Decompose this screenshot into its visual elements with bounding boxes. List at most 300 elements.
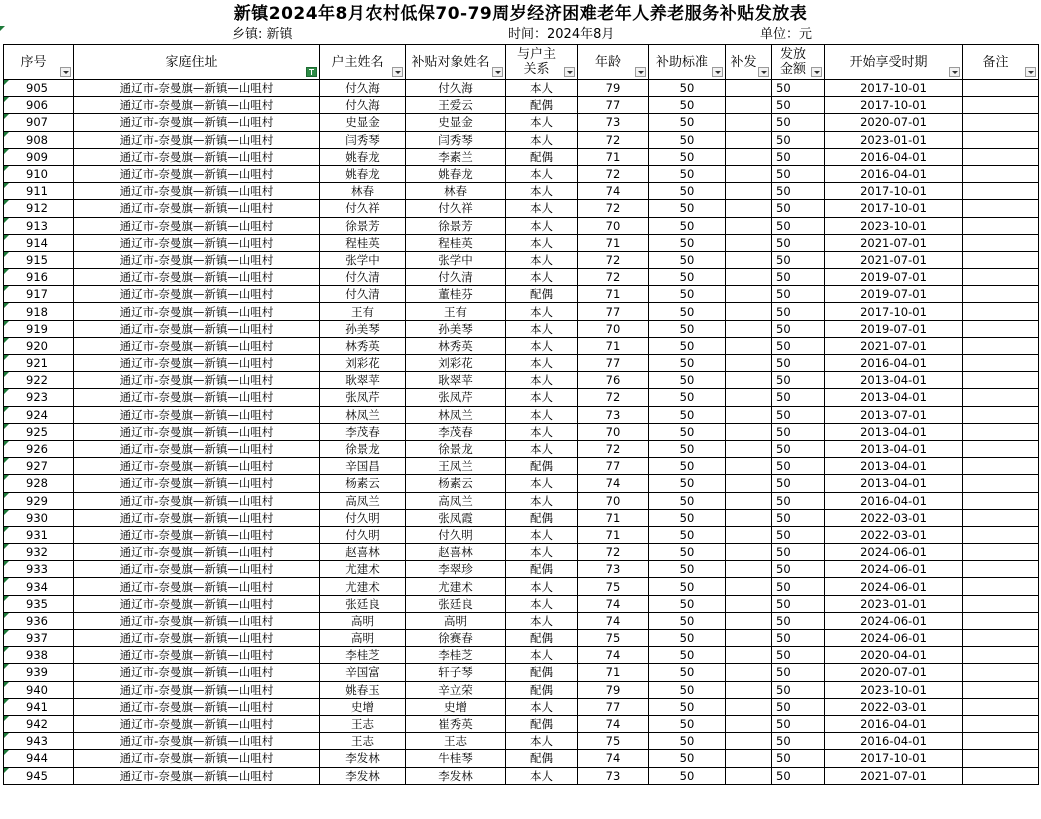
- cell-householder[interactable]: 王志: [320, 733, 406, 750]
- cell-start-date[interactable]: 2019-07-01: [825, 269, 963, 286]
- cell-standard[interactable]: 50: [649, 715, 726, 732]
- cell-householder[interactable]: 李发林: [320, 750, 406, 767]
- cell-householder[interactable]: 程桂英: [320, 234, 406, 251]
- cell-start-date[interactable]: 2016-04-01: [825, 165, 963, 182]
- cell-start-date[interactable]: 2023-01-01: [825, 595, 963, 612]
- cell-address[interactable]: 通辽市-奈曼旗—新镇—山咀村: [74, 561, 320, 578]
- cell-start-date[interactable]: 2023-10-01: [825, 681, 963, 698]
- cell-standard[interactable]: 50: [649, 767, 726, 784]
- cell-start-date[interactable]: 2021-07-01: [825, 234, 963, 251]
- cell-age[interactable]: 76: [578, 372, 649, 389]
- filter-dropdown-icon[interactable]: [564, 67, 575, 77]
- cell-start-date[interactable]: 2020-07-01: [825, 664, 963, 681]
- cell-householder[interactable]: 付久明: [320, 509, 406, 526]
- cell-remarks[interactable]: [963, 612, 1039, 629]
- cell-start-date[interactable]: 2021-07-01: [825, 767, 963, 784]
- cell-householder[interactable]: 林凤兰: [320, 406, 406, 423]
- cell-standard[interactable]: 50: [649, 389, 726, 406]
- cell-relation[interactable]: 本人: [506, 165, 578, 182]
- cell-address[interactable]: 通辽市-奈曼旗—新镇—山咀村: [74, 544, 320, 561]
- cell-householder[interactable]: 闫秀琴: [320, 131, 406, 148]
- cell-standard[interactable]: 50: [649, 750, 726, 767]
- cell-standard[interactable]: 50: [649, 183, 726, 200]
- cell-recipient[interactable]: 林春: [406, 183, 506, 200]
- cell-remarks[interactable]: [963, 561, 1039, 578]
- cell-householder[interactable]: 王有: [320, 303, 406, 320]
- cell-recipient[interactable]: 王有: [406, 303, 506, 320]
- cell-standard[interactable]: 50: [649, 733, 726, 750]
- cell-address[interactable]: 通辽市-奈曼旗—新镇—山咀村: [74, 372, 320, 389]
- cell-reissue[interactable]: [726, 698, 772, 715]
- cell-relation[interactable]: 配偶: [506, 561, 578, 578]
- cell-householder[interactable]: 徐景芳: [320, 217, 406, 234]
- cell-amount[interactable]: 50: [772, 767, 825, 784]
- cell-reissue[interactable]: [726, 337, 772, 354]
- cell-start-date[interactable]: 2017-10-01: [825, 80, 963, 97]
- cell-recipient[interactable]: 闫秀琴: [406, 131, 506, 148]
- cell-reissue[interactable]: [726, 544, 772, 561]
- cell-seq[interactable]: 911: [4, 183, 74, 200]
- cell-seq[interactable]: 935: [4, 595, 74, 612]
- cell-recipient[interactable]: 刘彩花: [406, 355, 506, 372]
- cell-age[interactable]: 71: [578, 286, 649, 303]
- cell-age[interactable]: 79: [578, 681, 649, 698]
- cell-recipient[interactable]: 徐赛春: [406, 630, 506, 647]
- cell-reissue[interactable]: [726, 647, 772, 664]
- cell-start-date[interactable]: 2023-10-01: [825, 217, 963, 234]
- cell-start-date[interactable]: 2017-10-01: [825, 200, 963, 217]
- cell-remarks[interactable]: [963, 767, 1039, 784]
- cell-amount[interactable]: 50: [772, 423, 825, 440]
- cell-age[interactable]: 70: [578, 492, 649, 509]
- cell-seq[interactable]: 912: [4, 200, 74, 217]
- cell-relation[interactable]: 本人: [506, 526, 578, 543]
- cell-remarks[interactable]: [963, 148, 1039, 165]
- cell-age[interactable]: 74: [578, 715, 649, 732]
- cell-reissue[interactable]: [726, 440, 772, 457]
- cell-age[interactable]: 70: [578, 217, 649, 234]
- cell-householder[interactable]: 尤建术: [320, 578, 406, 595]
- cell-reissue[interactable]: [726, 509, 772, 526]
- cell-address[interactable]: 通辽市-奈曼旗—新镇—山咀村: [74, 97, 320, 114]
- cell-standard[interactable]: 50: [649, 269, 726, 286]
- cell-recipient[interactable]: 高凤兰: [406, 492, 506, 509]
- cell-relation[interactable]: 配偶: [506, 458, 578, 475]
- cell-householder[interactable]: 林秀英: [320, 337, 406, 354]
- cell-address[interactable]: 通辽市-奈曼旗—新镇—山咀村: [74, 286, 320, 303]
- cell-standard[interactable]: 50: [649, 80, 726, 97]
- cell-remarks[interactable]: [963, 578, 1039, 595]
- cell-recipient[interactable]: 孙美琴: [406, 320, 506, 337]
- cell-age[interactable]: 79: [578, 80, 649, 97]
- cell-standard[interactable]: 50: [649, 217, 726, 234]
- cell-remarks[interactable]: [963, 458, 1039, 475]
- cell-reissue[interactable]: [726, 165, 772, 182]
- cell-remarks[interactable]: [963, 337, 1039, 354]
- cell-householder[interactable]: 徐景龙: [320, 440, 406, 457]
- cell-start-date[interactable]: 2013-04-01: [825, 458, 963, 475]
- cell-remarks[interactable]: [963, 681, 1039, 698]
- cell-remarks[interactable]: [963, 630, 1039, 647]
- cell-start-date[interactable]: 2013-04-01: [825, 389, 963, 406]
- cell-start-date[interactable]: 2024-06-01: [825, 578, 963, 595]
- cell-age[interactable]: 74: [578, 612, 649, 629]
- cell-remarks[interactable]: [963, 750, 1039, 767]
- cell-standard[interactable]: 50: [649, 561, 726, 578]
- cell-recipient[interactable]: 李茂春: [406, 423, 506, 440]
- cell-recipient[interactable]: 付久祥: [406, 200, 506, 217]
- cell-amount[interactable]: 50: [772, 681, 825, 698]
- cell-remarks[interactable]: [963, 733, 1039, 750]
- cell-address[interactable]: 通辽市-奈曼旗—新镇—山咀村: [74, 269, 320, 286]
- cell-relation[interactable]: 本人: [506, 612, 578, 629]
- cell-remarks[interactable]: [963, 200, 1039, 217]
- cell-address[interactable]: 通辽市-奈曼旗—新镇—山咀村: [74, 630, 320, 647]
- cell-recipient[interactable]: 李桂芝: [406, 647, 506, 664]
- filter-dropdown-icon[interactable]: [392, 67, 403, 77]
- col-header-start-date[interactable]: 开始享受时期: [825, 45, 963, 80]
- cell-seq[interactable]: 945: [4, 767, 74, 784]
- cell-recipient[interactable]: 高明: [406, 612, 506, 629]
- cell-recipient[interactable]: 王凤兰: [406, 458, 506, 475]
- cell-recipient[interactable]: 王志: [406, 733, 506, 750]
- cell-amount[interactable]: 50: [772, 320, 825, 337]
- cell-start-date[interactable]: 2017-10-01: [825, 750, 963, 767]
- cell-householder[interactable]: 李发林: [320, 767, 406, 784]
- cell-householder[interactable]: 孙美琴: [320, 320, 406, 337]
- cell-remarks[interactable]: [963, 475, 1039, 492]
- cell-recipient[interactable]: 徐景芳: [406, 217, 506, 234]
- cell-standard[interactable]: 50: [649, 148, 726, 165]
- cell-start-date[interactable]: 2016-04-01: [825, 733, 963, 750]
- cell-amount[interactable]: 50: [772, 475, 825, 492]
- cell-householder[interactable]: 史增: [320, 698, 406, 715]
- cell-address[interactable]: 通辽市-奈曼旗—新镇—山咀村: [74, 406, 320, 423]
- cell-age[interactable]: 73: [578, 406, 649, 423]
- cell-start-date[interactable]: 2022-03-01: [825, 698, 963, 715]
- cell-standard[interactable]: 50: [649, 200, 726, 217]
- cell-reissue[interactable]: [726, 595, 772, 612]
- cell-reissue[interactable]: [726, 578, 772, 595]
- cell-recipient[interactable]: 尤建术: [406, 578, 506, 595]
- cell-recipient[interactable]: 牛桂琴: [406, 750, 506, 767]
- cell-address[interactable]: 通辽市-奈曼旗—新镇—山咀村: [74, 767, 320, 784]
- cell-seq[interactable]: 938: [4, 647, 74, 664]
- cell-householder[interactable]: 辛国昌: [320, 458, 406, 475]
- cell-start-date[interactable]: 2017-10-01: [825, 303, 963, 320]
- cell-start-date[interactable]: 2016-04-01: [825, 355, 963, 372]
- cell-standard[interactable]: 50: [649, 337, 726, 354]
- cell-age[interactable]: 77: [578, 355, 649, 372]
- cell-address[interactable]: 通辽市-奈曼旗—新镇—山咀村: [74, 595, 320, 612]
- cell-standard[interactable]: 50: [649, 630, 726, 647]
- cell-start-date[interactable]: 2013-04-01: [825, 475, 963, 492]
- cell-relation[interactable]: 本人: [506, 544, 578, 561]
- cell-seq[interactable]: 923: [4, 389, 74, 406]
- cell-reissue[interactable]: [726, 320, 772, 337]
- cell-standard[interactable]: 50: [649, 303, 726, 320]
- col-header-amount[interactable]: 发放金额: [772, 45, 825, 80]
- cell-standard[interactable]: 50: [649, 698, 726, 715]
- cell-start-date[interactable]: 2019-07-01: [825, 320, 963, 337]
- cell-householder[interactable]: 付久海: [320, 80, 406, 97]
- cell-reissue[interactable]: [726, 423, 772, 440]
- cell-recipient[interactable]: 付久清: [406, 269, 506, 286]
- cell-recipient[interactable]: 史增: [406, 698, 506, 715]
- cell-relation[interactable]: 配偶: [506, 286, 578, 303]
- cell-age[interactable]: 75: [578, 630, 649, 647]
- cell-remarks[interactable]: [963, 320, 1039, 337]
- cell-remarks[interactable]: [963, 131, 1039, 148]
- cell-standard[interactable]: 50: [649, 664, 726, 681]
- cell-amount[interactable]: 50: [772, 114, 825, 131]
- cell-standard[interactable]: 50: [649, 372, 726, 389]
- cell-recipient[interactable]: 林秀英: [406, 337, 506, 354]
- cell-address[interactable]: 通辽市-奈曼旗—新镇—山咀村: [74, 234, 320, 251]
- cell-reissue[interactable]: [726, 561, 772, 578]
- cell-relation[interactable]: 本人: [506, 440, 578, 457]
- cell-standard[interactable]: 50: [649, 681, 726, 698]
- cell-reissue[interactable]: [726, 97, 772, 114]
- cell-reissue[interactable]: [726, 251, 772, 268]
- cell-amount[interactable]: 50: [772, 251, 825, 268]
- cell-age[interactable]: 77: [578, 698, 649, 715]
- cell-remarks[interactable]: [963, 423, 1039, 440]
- cell-relation[interactable]: 本人: [506, 80, 578, 97]
- cell-relation[interactable]: 本人: [506, 406, 578, 423]
- cell-reissue[interactable]: [726, 303, 772, 320]
- cell-relation[interactable]: 配偶: [506, 630, 578, 647]
- cell-remarks[interactable]: [963, 355, 1039, 372]
- cell-relation[interactable]: 本人: [506, 320, 578, 337]
- cell-householder[interactable]: 付久清: [320, 269, 406, 286]
- cell-relation[interactable]: 本人: [506, 251, 578, 268]
- cell-reissue[interactable]: [726, 406, 772, 423]
- cell-address[interactable]: 通辽市-奈曼旗—新镇—山咀村: [74, 647, 320, 664]
- cell-amount[interactable]: 50: [772, 595, 825, 612]
- cell-householder[interactable]: 张凤芹: [320, 389, 406, 406]
- cell-amount[interactable]: 50: [772, 303, 825, 320]
- cell-householder[interactable]: 高明: [320, 612, 406, 629]
- cell-start-date[interactable]: 2013-04-01: [825, 372, 963, 389]
- cell-reissue[interactable]: [726, 767, 772, 784]
- cell-relation[interactable]: 本人: [506, 269, 578, 286]
- cell-age[interactable]: 77: [578, 458, 649, 475]
- cell-standard[interactable]: 50: [649, 355, 726, 372]
- cell-address[interactable]: 通辽市-奈曼旗—新镇—山咀村: [74, 355, 320, 372]
- cell-standard[interactable]: 50: [649, 251, 726, 268]
- cell-amount[interactable]: 50: [772, 337, 825, 354]
- cell-reissue[interactable]: [726, 131, 772, 148]
- cell-address[interactable]: 通辽市-奈曼旗—新镇—山咀村: [74, 114, 320, 131]
- cell-remarks[interactable]: [963, 698, 1039, 715]
- cell-seq[interactable]: 926: [4, 440, 74, 457]
- cell-reissue[interactable]: [726, 458, 772, 475]
- cell-remarks[interactable]: [963, 509, 1039, 526]
- cell-remarks[interactable]: [963, 251, 1039, 268]
- cell-recipient[interactable]: 姚春龙: [406, 165, 506, 182]
- col-header-reissue[interactable]: 补发: [726, 45, 772, 80]
- cell-address[interactable]: 通辽市-奈曼旗—新镇—山咀村: [74, 200, 320, 217]
- cell-standard[interactable]: 50: [649, 578, 726, 595]
- cell-relation[interactable]: 本人: [506, 337, 578, 354]
- cell-amount[interactable]: 50: [772, 492, 825, 509]
- cell-age[interactable]: 71: [578, 148, 649, 165]
- cell-reissue[interactable]: [726, 750, 772, 767]
- col-header-householder[interactable]: 户主姓名: [320, 45, 406, 80]
- col-header-remarks[interactable]: 备注: [963, 45, 1039, 80]
- cell-recipient[interactable]: 程桂英: [406, 234, 506, 251]
- cell-recipient[interactable]: 徐景龙: [406, 440, 506, 457]
- cell-amount[interactable]: 50: [772, 269, 825, 286]
- cell-address[interactable]: 通辽市-奈曼旗—新镇—山咀村: [74, 165, 320, 182]
- cell-amount[interactable]: 50: [772, 355, 825, 372]
- cell-reissue[interactable]: [726, 612, 772, 629]
- cell-recipient[interactable]: 李发林: [406, 767, 506, 784]
- cell-standard[interactable]: 50: [649, 131, 726, 148]
- col-header-standard[interactable]: 补助标准: [649, 45, 726, 80]
- cell-age[interactable]: 72: [578, 440, 649, 457]
- cell-address[interactable]: 通辽市-奈曼旗—新镇—山咀村: [74, 251, 320, 268]
- cell-recipient[interactable]: 轩子琴: [406, 664, 506, 681]
- cell-relation[interactable]: 本人: [506, 733, 578, 750]
- cell-seq[interactable]: 943: [4, 733, 74, 750]
- cell-address[interactable]: 通辽市-奈曼旗—新镇—山咀村: [74, 681, 320, 698]
- cell-reissue[interactable]: [726, 269, 772, 286]
- cell-householder[interactable]: 付久明: [320, 526, 406, 543]
- cell-start-date[interactable]: 2016-04-01: [825, 148, 963, 165]
- cell-address[interactable]: 通辽市-奈曼旗—新镇—山咀村: [74, 578, 320, 595]
- cell-amount[interactable]: 50: [772, 389, 825, 406]
- cell-relation[interactable]: 本人: [506, 647, 578, 664]
- cell-remarks[interactable]: [963, 372, 1039, 389]
- cell-age[interactable]: 74: [578, 750, 649, 767]
- cell-relation[interactable]: 本人: [506, 200, 578, 217]
- cell-recipient[interactable]: 李素兰: [406, 148, 506, 165]
- filter-dropdown-icon[interactable]: [949, 67, 960, 77]
- cell-reissue[interactable]: [726, 183, 772, 200]
- cell-householder[interactable]: 赵喜林: [320, 544, 406, 561]
- cell-seq[interactable]: 913: [4, 217, 74, 234]
- cell-address[interactable]: 通辽市-奈曼旗—新镇—山咀村: [74, 80, 320, 97]
- cell-remarks[interactable]: [963, 286, 1039, 303]
- cell-age[interactable]: 70: [578, 423, 649, 440]
- cell-remarks[interactable]: [963, 114, 1039, 131]
- cell-age[interactable]: 72: [578, 200, 649, 217]
- cell-householder[interactable]: 李茂春: [320, 423, 406, 440]
- cell-relation[interactable]: 配偶: [506, 664, 578, 681]
- cell-remarks[interactable]: [963, 492, 1039, 509]
- cell-relation[interactable]: 配偶: [506, 750, 578, 767]
- cell-age[interactable]: 71: [578, 337, 649, 354]
- cell-recipient[interactable]: 张凤霞: [406, 509, 506, 526]
- cell-relation[interactable]: 本人: [506, 217, 578, 234]
- cell-seq[interactable]: 905: [4, 80, 74, 97]
- cell-start-date[interactable]: 2024-06-01: [825, 612, 963, 629]
- cell-seq[interactable]: 919: [4, 320, 74, 337]
- cell-amount[interactable]: 50: [772, 183, 825, 200]
- cell-householder[interactable]: 林春: [320, 183, 406, 200]
- cell-reissue[interactable]: [726, 681, 772, 698]
- cell-age[interactable]: 74: [578, 475, 649, 492]
- cell-amount[interactable]: 50: [772, 561, 825, 578]
- cell-recipient[interactable]: 杨素云: [406, 475, 506, 492]
- cell-relation[interactable]: 配偶: [506, 509, 578, 526]
- cell-age[interactable]: 73: [578, 767, 649, 784]
- cell-remarks[interactable]: [963, 544, 1039, 561]
- cell-relation[interactable]: 本人: [506, 492, 578, 509]
- cell-amount[interactable]: 50: [772, 217, 825, 234]
- cell-amount[interactable]: 50: [772, 131, 825, 148]
- cell-standard[interactable]: 50: [649, 406, 726, 423]
- cell-relation[interactable]: 本人: [506, 131, 578, 148]
- cell-seq[interactable]: 932: [4, 544, 74, 561]
- cell-amount[interactable]: 50: [772, 200, 825, 217]
- cell-age[interactable]: 72: [578, 251, 649, 268]
- cell-age[interactable]: 73: [578, 561, 649, 578]
- cell-address[interactable]: 通辽市-奈曼旗—新镇—山咀村: [74, 131, 320, 148]
- cell-address[interactable]: 通辽市-奈曼旗—新镇—山咀村: [74, 475, 320, 492]
- cell-relation[interactable]: 本人: [506, 355, 578, 372]
- cell-amount[interactable]: 50: [772, 372, 825, 389]
- filter-active-icon[interactable]: [306, 67, 317, 77]
- cell-age[interactable]: 72: [578, 389, 649, 406]
- cell-standard[interactable]: 50: [649, 647, 726, 664]
- cell-seq[interactable]: 924: [4, 406, 74, 423]
- cell-amount[interactable]: 50: [772, 664, 825, 681]
- cell-start-date[interactable]: 2013-04-01: [825, 423, 963, 440]
- cell-remarks[interactable]: [963, 715, 1039, 732]
- cell-amount[interactable]: 50: [772, 544, 825, 561]
- cell-householder[interactable]: 李桂芝: [320, 647, 406, 664]
- cell-reissue[interactable]: [726, 664, 772, 681]
- cell-address[interactable]: 通辽市-奈曼旗—新镇—山咀村: [74, 733, 320, 750]
- cell-start-date[interactable]: 2019-07-01: [825, 286, 963, 303]
- cell-seq[interactable]: 921: [4, 355, 74, 372]
- cell-householder[interactable]: 张廷良: [320, 595, 406, 612]
- cell-householder[interactable]: 耿翠苹: [320, 372, 406, 389]
- cell-recipient[interactable]: 董桂芬: [406, 286, 506, 303]
- cell-householder[interactable]: 付久祥: [320, 200, 406, 217]
- cell-relation[interactable]: 配偶: [506, 148, 578, 165]
- cell-address[interactable]: 通辽市-奈曼旗—新镇—山咀村: [74, 612, 320, 629]
- cell-recipient[interactable]: 王爱云: [406, 97, 506, 114]
- cell-amount[interactable]: 50: [772, 509, 825, 526]
- cell-relation[interactable]: 本人: [506, 389, 578, 406]
- cell-standard[interactable]: 50: [649, 97, 726, 114]
- cell-amount[interactable]: 50: [772, 234, 825, 251]
- cell-reissue[interactable]: [726, 733, 772, 750]
- cell-remarks[interactable]: [963, 595, 1039, 612]
- cell-age[interactable]: 71: [578, 509, 649, 526]
- cell-relation[interactable]: 本人: [506, 578, 578, 595]
- cell-standard[interactable]: 50: [649, 234, 726, 251]
- cell-reissue[interactable]: [726, 114, 772, 131]
- cell-relation[interactable]: 本人: [506, 303, 578, 320]
- cell-seq[interactable]: 922: [4, 372, 74, 389]
- cell-householder[interactable]: 张学中: [320, 251, 406, 268]
- cell-amount[interactable]: 50: [772, 165, 825, 182]
- cell-address[interactable]: 通辽市-奈曼旗—新镇—山咀村: [74, 698, 320, 715]
- cell-seq[interactable]: 929: [4, 492, 74, 509]
- cell-remarks[interactable]: [963, 526, 1039, 543]
- cell-age[interactable]: 75: [578, 733, 649, 750]
- cell-start-date[interactable]: 2013-04-01: [825, 440, 963, 457]
- cell-relation[interactable]: 本人: [506, 767, 578, 784]
- cell-householder[interactable]: 高凤兰: [320, 492, 406, 509]
- cell-reissue[interactable]: [726, 492, 772, 509]
- cell-age[interactable]: 72: [578, 269, 649, 286]
